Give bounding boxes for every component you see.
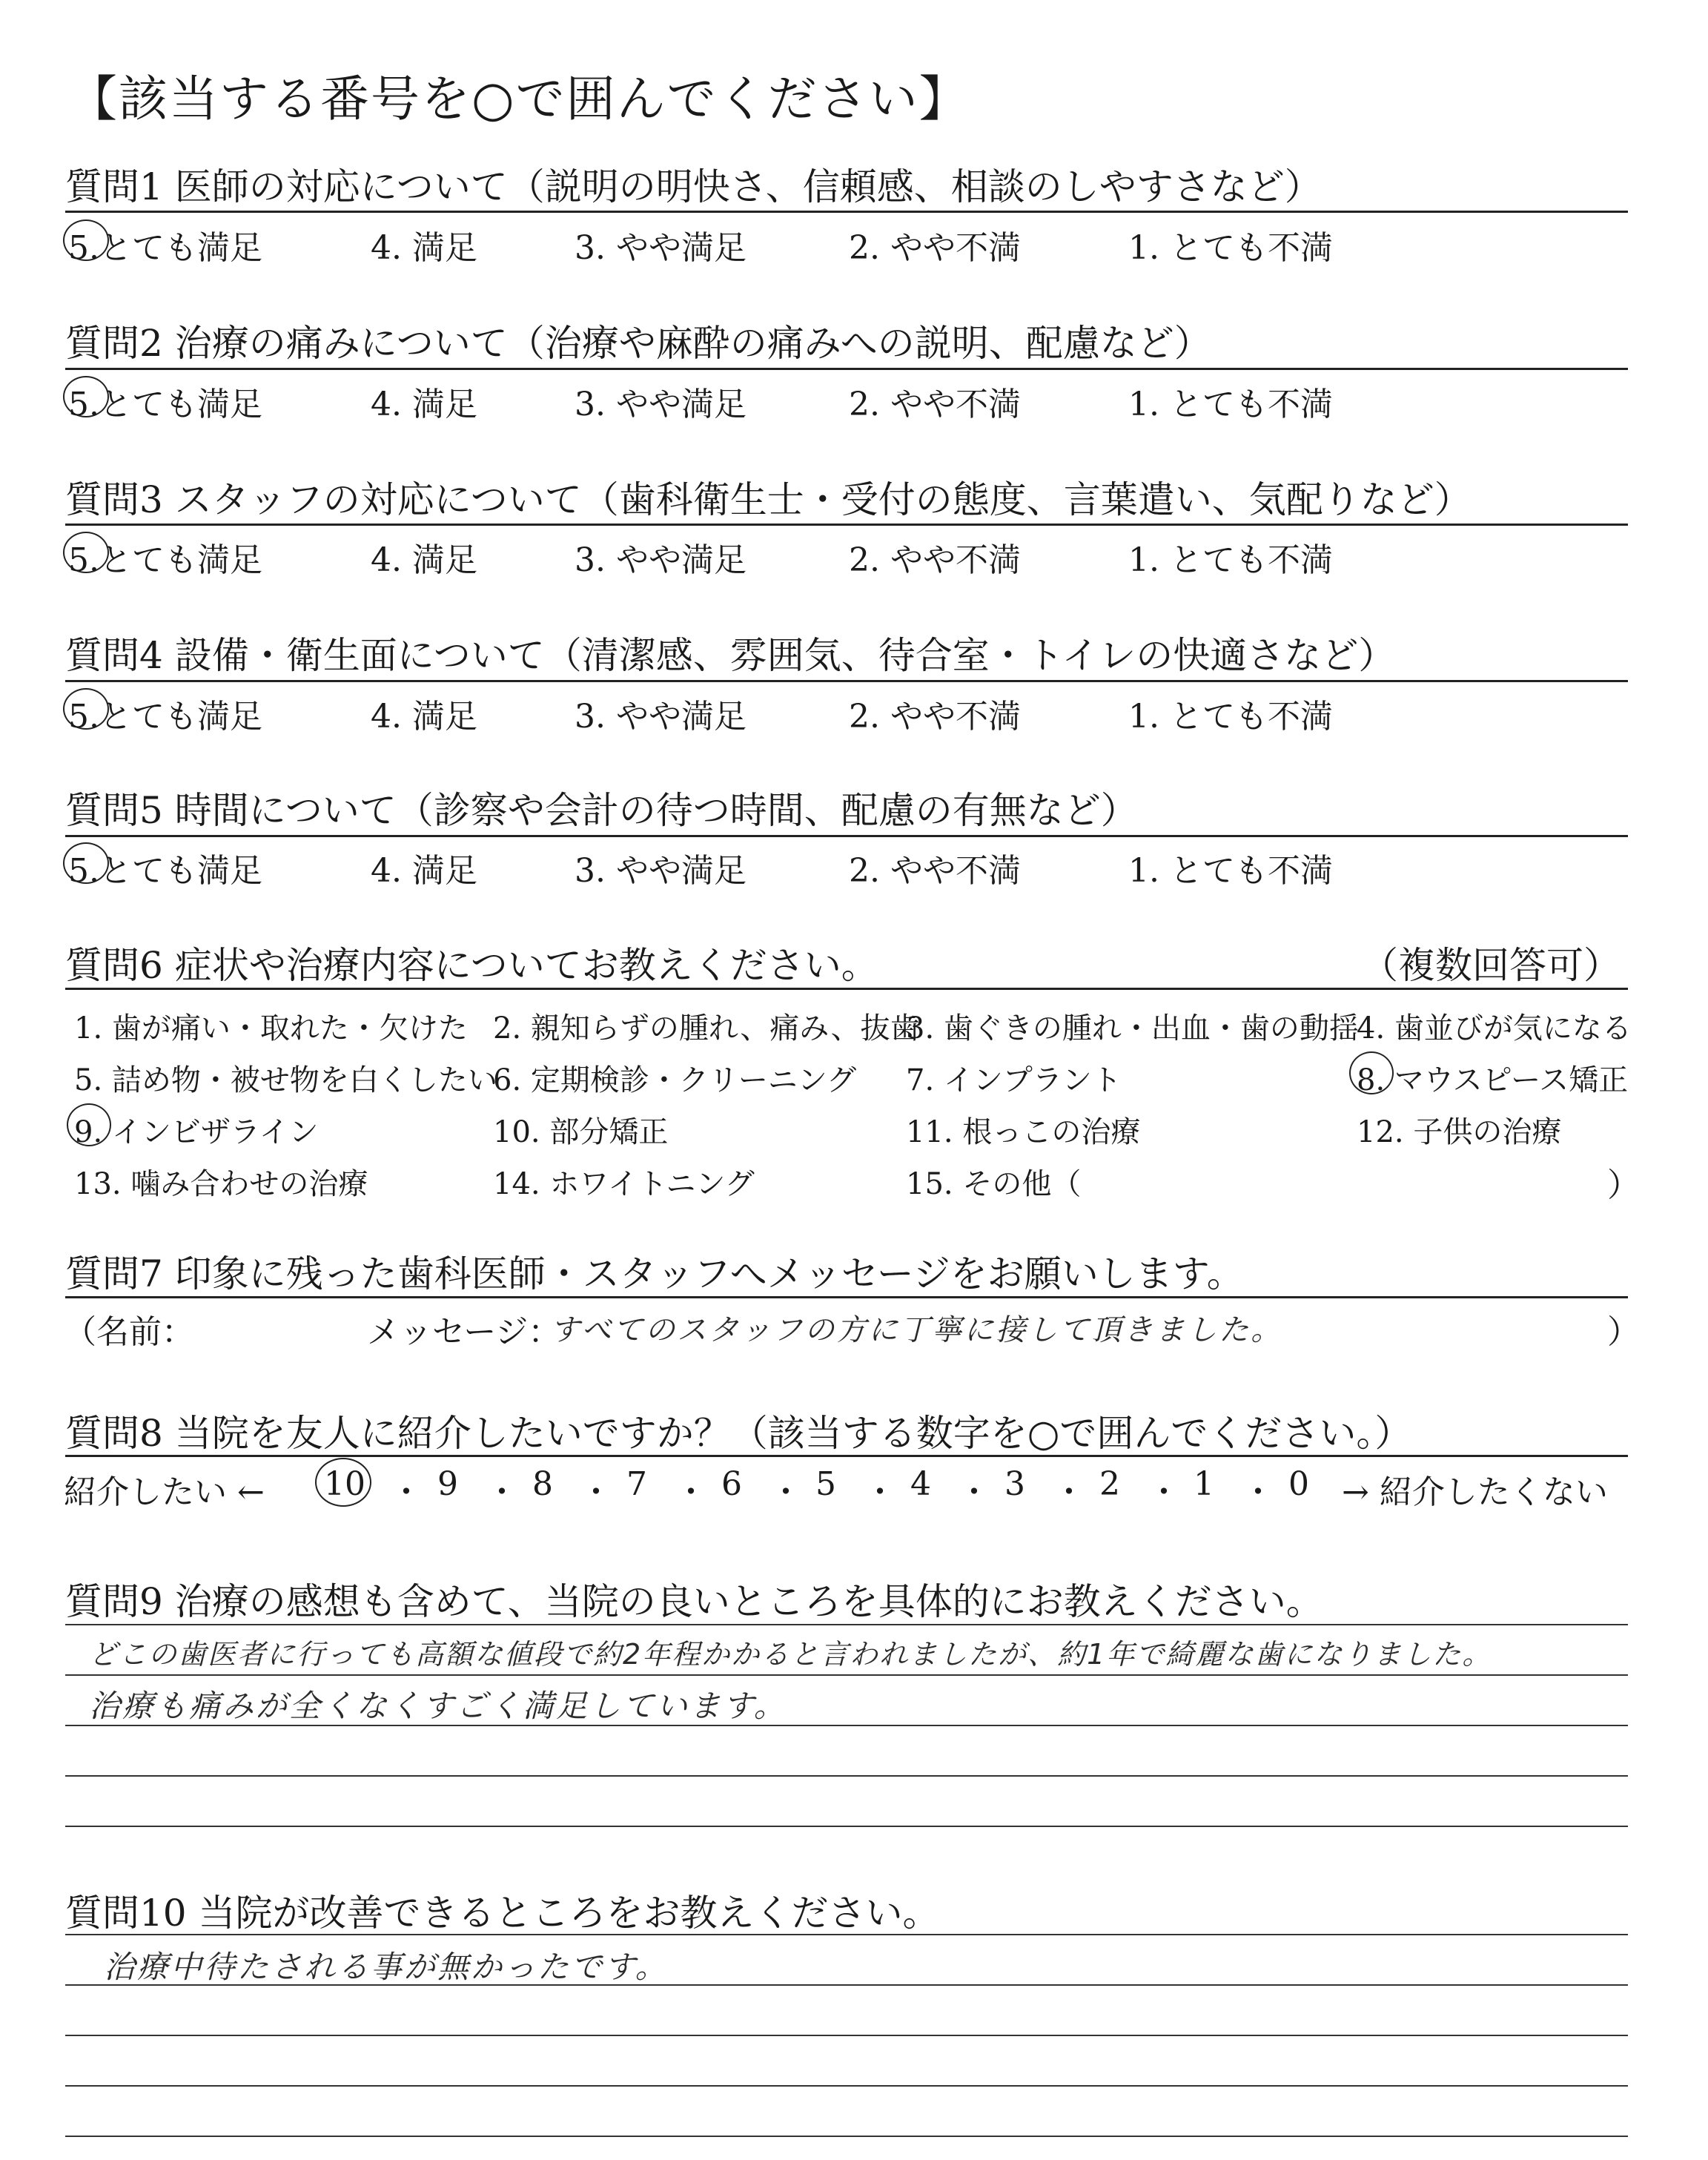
score-0[interactable]: 0 bbox=[1288, 1465, 1309, 1503]
option-2[interactable]: 2. やや不満 bbox=[849, 386, 1021, 423]
option-3[interactable]: 3. やや満足 bbox=[575, 852, 747, 890]
score-6[interactable]: 6 bbox=[721, 1465, 742, 1503]
answer-line bbox=[65, 1826, 1628, 1827]
recommend-right-label: → 紹介したくない bbox=[1342, 1473, 1608, 1511]
q6-option-1[interactable]: 1. 歯が痛い・取れた・欠けた bbox=[74, 1011, 468, 1046]
question-label: 質問7 印象に残った歯科医師・スタッフへメッセージをお願いします。 bbox=[65, 1252, 1244, 1295]
recommend-left-label: 紹介したい ← bbox=[64, 1473, 265, 1511]
question-label: 質問5 時間について（診察や会計の待つ時間、配慮の有無など） bbox=[65, 789, 1138, 832]
q6-option-15[interactable]: 15. その他（ bbox=[906, 1167, 1082, 1201]
q6-option-3[interactable]: 3. 歯ぐきの腫れ・出血・歯の動揺 bbox=[906, 1011, 1359, 1046]
option-2[interactable]: 2. やや不満 bbox=[849, 229, 1021, 267]
score-separator: ・ bbox=[1242, 1473, 1274, 1511]
score-separator: ・ bbox=[486, 1473, 518, 1511]
score-separator: ・ bbox=[864, 1473, 896, 1511]
q6-option-2[interactable]: 2. 親知らずの腫れ、痛み、抜歯 bbox=[493, 1011, 920, 1046]
question-label: 質問8 当院を友人に紹介したいですか？（該当する数字を○で囲んでください。） bbox=[65, 1412, 1412, 1455]
score-1[interactable]: 1 bbox=[1194, 1465, 1214, 1503]
option-4[interactable]: 4. 満足 bbox=[371, 229, 477, 267]
score-separator: ・ bbox=[675, 1473, 707, 1511]
divider bbox=[65, 1296, 1628, 1298]
divider bbox=[65, 835, 1628, 837]
option-1[interactable]: 1. とても不満 bbox=[1128, 386, 1333, 423]
option-4[interactable]: 4. 満足 bbox=[371, 541, 477, 579]
option-4[interactable]: 4. 満足 bbox=[371, 386, 477, 423]
answer-line bbox=[65, 1984, 1628, 1986]
question-label: 質問6 症状や治療内容についてお教えください。 bbox=[65, 944, 878, 987]
answer-line bbox=[65, 1624, 1628, 1625]
option-5[interactable]: 5.とても満足 bbox=[68, 698, 262, 736]
message-label: メッセージ： bbox=[367, 1313, 561, 1351]
q6-option-13[interactable]: 13. 噛み合わせの治療 bbox=[74, 1167, 368, 1201]
q6-option-9[interactable]: 9. インビザライン bbox=[74, 1115, 319, 1149]
option-5[interactable]: 5.とても満足 bbox=[68, 852, 262, 890]
answer-line bbox=[65, 2035, 1628, 2036]
option-2[interactable]: 2. やや不満 bbox=[849, 698, 1021, 736]
divider bbox=[65, 211, 1628, 213]
score-separator: ・ bbox=[958, 1473, 990, 1511]
answer-line bbox=[65, 2136, 1628, 2137]
score-separator: ・ bbox=[1053, 1473, 1085, 1511]
option-3[interactable]: 3. やや満足 bbox=[575, 541, 747, 579]
question-label: 質問9 治療の感想も含めて、当院の良いところを具体的にお教えください。 bbox=[65, 1580, 1323, 1623]
question-label: 質問2 治療の痛みについて（治療や麻酔の痛みへの説明、配慮など） bbox=[65, 322, 1211, 365]
closing-paren: ） bbox=[1607, 1313, 1640, 1351]
q6-option-12[interactable]: 12. 子供の治療 bbox=[1357, 1115, 1562, 1149]
question-label: 質問4 設備・衛生面について（清潔感、雰囲気、待合室・トイレの快適さなど） bbox=[65, 634, 1396, 677]
option-1[interactable]: 1. とても不満 bbox=[1128, 852, 1333, 890]
option-1[interactable]: 1. とても不満 bbox=[1128, 541, 1333, 579]
answer-line bbox=[65, 1934, 1628, 1935]
answer-line bbox=[65, 1674, 1628, 1676]
q6-option-4[interactable]: 4. 歯並びが気になる bbox=[1357, 1011, 1632, 1046]
question-label: 質問1 医師の対応について（説明の明快さ、信頼感、相談のしやすさなど） bbox=[65, 165, 1322, 208]
question-label: 質問10 当院が改善できるところをお教えください。 bbox=[65, 1892, 940, 1935]
answer-line bbox=[65, 1725, 1628, 1726]
score-separator: ・ bbox=[580, 1473, 612, 1511]
divider bbox=[65, 1455, 1628, 1457]
q6-option-8[interactable]: 8. マウスピース矯正 bbox=[1357, 1063, 1629, 1097]
multiple-answer-note: （複数回答可） bbox=[1361, 944, 1621, 987]
option-2[interactable]: 2. やや不満 bbox=[849, 852, 1021, 890]
option-3[interactable]: 3. やや満足 bbox=[575, 229, 747, 267]
answer-handwritten-line-2: 治療も痛みが全くなくすごく満足しています。 bbox=[89, 1688, 787, 1724]
closing-paren: ） bbox=[1607, 1166, 1640, 1204]
score-2[interactable]: 2 bbox=[1099, 1465, 1120, 1503]
q6-option-11[interactable]: 11. 根っこの治療 bbox=[906, 1115, 1141, 1149]
score-9[interactable]: 9 bbox=[437, 1465, 458, 1503]
divider bbox=[65, 524, 1628, 526]
option-2[interactable]: 2. やや不満 bbox=[849, 541, 1021, 579]
divider bbox=[65, 680, 1628, 682]
score-4[interactable]: 4 bbox=[910, 1465, 931, 1503]
option-4[interactable]: 4. 満足 bbox=[371, 852, 477, 890]
q6-option-5[interactable]: 5. 詰め物・被せ物を白くしたい bbox=[74, 1063, 497, 1097]
score-separator: ・ bbox=[1148, 1473, 1180, 1511]
answer-line bbox=[65, 2085, 1628, 2087]
answer-handwritten-line-1: どこの歯医者に行っても高額な値段で約2年程かかると言われましたが、約1年で綺麗な歯になりました。 bbox=[89, 1638, 1492, 1671]
score-3[interactable]: 3 bbox=[1004, 1465, 1025, 1503]
q6-option-6[interactable]: 6. 定期検診・クリーニング bbox=[493, 1063, 857, 1097]
score-5[interactable]: 5 bbox=[815, 1465, 836, 1503]
option-4[interactable]: 4. 満足 bbox=[371, 698, 477, 736]
score-separator: ・ bbox=[769, 1473, 802, 1511]
option-5[interactable]: 5.とても満足 bbox=[68, 386, 262, 423]
answer-line bbox=[65, 1775, 1628, 1777]
option-1[interactable]: 1. とても不満 bbox=[1128, 229, 1333, 267]
q6-option-14[interactable]: 14. ホワイトニング bbox=[493, 1167, 755, 1201]
score-separator: ・ bbox=[390, 1473, 423, 1511]
divider bbox=[65, 368, 1628, 370]
page-title: 【該当する番号を○で囲んでください】 bbox=[68, 70, 970, 128]
answer-handwritten-line-1: 治療中待たされる事が無かったです。 bbox=[104, 1949, 669, 1985]
q6-option-10[interactable]: 10. 部分矯正 bbox=[493, 1115, 669, 1149]
question-label: 質問3 スタッフの対応について（歯科衛生士・受付の態度、言葉遣い、気配りなど） bbox=[65, 478, 1472, 521]
score-7[interactable]: 7 bbox=[626, 1465, 647, 1503]
q6-option-7[interactable]: 7. インプラント bbox=[906, 1063, 1122, 1097]
name-label: （名前： bbox=[64, 1313, 194, 1351]
option-5[interactable]: 5.とても満足 bbox=[68, 541, 262, 579]
option-3[interactable]: 3. やや満足 bbox=[575, 698, 747, 736]
option-3[interactable]: 3. やや満足 bbox=[575, 386, 747, 423]
option-5[interactable]: 5.とても満足 bbox=[68, 229, 262, 267]
message-handwritten: すべてのスタッフの方に丁寧に接して頂きました。 bbox=[550, 1313, 1283, 1347]
score-10[interactable]: 10 bbox=[324, 1465, 365, 1503]
divider bbox=[65, 988, 1628, 990]
option-1[interactable]: 1. とても不満 bbox=[1128, 698, 1333, 736]
score-8[interactable]: 8 bbox=[532, 1465, 553, 1503]
